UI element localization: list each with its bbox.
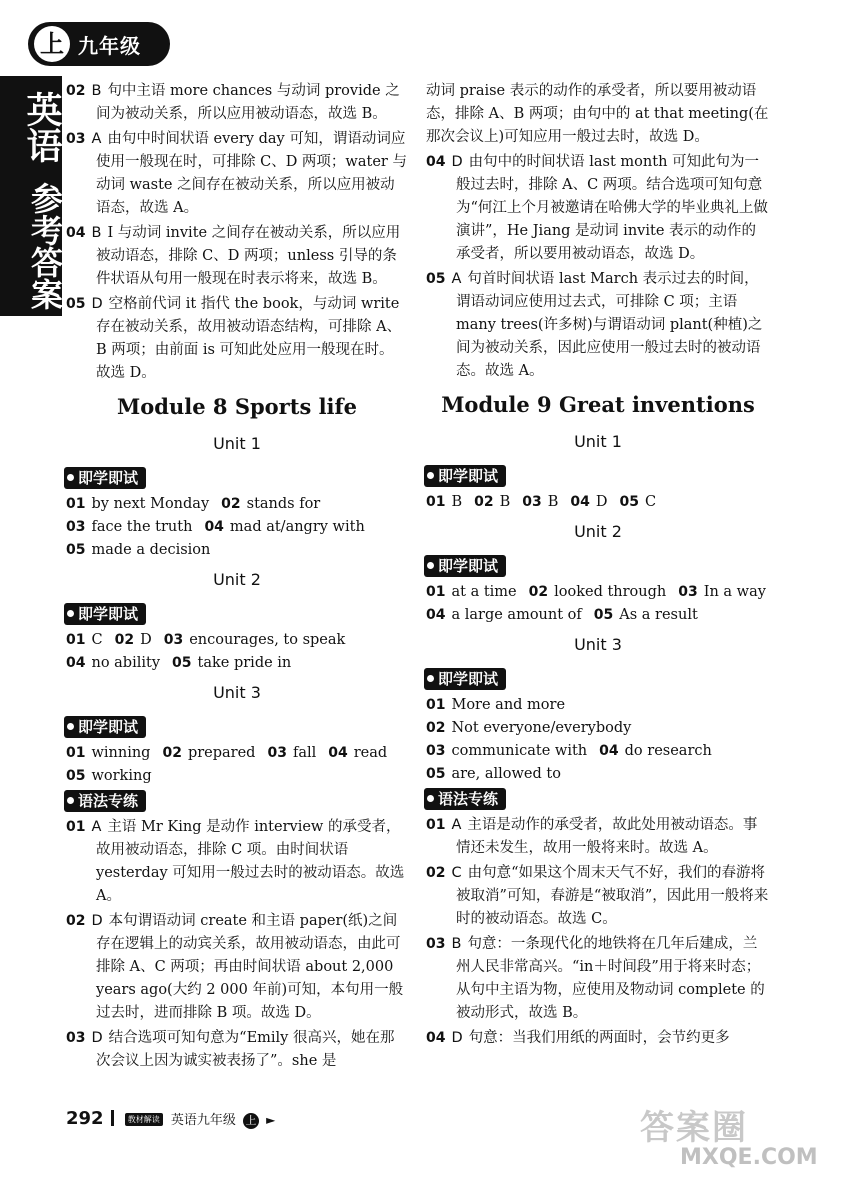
answer-item	[426, 933, 770, 1025]
item-number: 05	[66, 542, 86, 558]
answer-item	[66, 816, 408, 908]
item-explanation: I 与动词 invite 之间存在被动关系，所以应用被动语态，排除 C、D 两项；unless 引导的条件状语从句用一般现在时表示将来，故选 B。	[96, 225, 401, 287]
answer-item	[426, 814, 770, 860]
answer-row	[66, 539, 408, 562]
page-footer	[66, 1108, 275, 1138]
practice-badge: 即学即试	[64, 716, 146, 738]
unit-heading: Unit 1	[574, 432, 622, 451]
item-answer: communicate with	[451, 743, 588, 759]
answer-item	[66, 910, 408, 1025]
item-answer: winning	[91, 745, 151, 761]
answer-row	[66, 629, 408, 652]
item-number: 03	[678, 584, 698, 600]
item-answer: read	[353, 745, 388, 761]
item-number: 03	[66, 1030, 86, 1046]
item-explanation: 句意：一条现代化的地铁将在几年后建成，兰州人民非常高兴。“in＋时间段”用于将来时态；从句中主语为物，应使用及物动词 complete 的被动形式，故选 B。	[456, 936, 765, 1021]
grade-label: 九年级	[78, 34, 141, 58]
grammar-badge: 语法专练	[424, 788, 506, 810]
item-answer: do research	[624, 743, 712, 759]
answer-row	[426, 491, 770, 514]
item-number: 04	[204, 519, 224, 535]
item-answer: C	[451, 865, 462, 881]
page-header	[0, 0, 842, 80]
item-number: 02	[66, 83, 86, 99]
item-explanation: 结合选项可知句意为“Emily 很高兴，她在那次会议上因为诚实被表扬了”。she 是	[96, 1030, 395, 1069]
book-title: 英语九年级	[170, 1113, 236, 1128]
item-explanation: 主语 Mr King 是动作 interview 的承受者，故用被动语态，排除 C 项。由时间状语 yesterday 可知用一般过去时的被动语态。故选 A。	[96, 819, 405, 904]
answer-item	[66, 1027, 408, 1073]
item-answer: D	[451, 1030, 463, 1046]
answer-row	[66, 493, 408, 516]
practice-badge: 即学即试	[64, 467, 146, 489]
item-answer: In a way	[703, 584, 766, 600]
item-answer: mad at/angry with	[229, 519, 365, 535]
item-number: 02	[528, 584, 549, 600]
item-number: 05	[593, 607, 614, 623]
unit-heading: Unit 1	[213, 434, 261, 453]
answer-row	[426, 740, 770, 763]
item-answer: B	[451, 494, 463, 510]
item-number: 05	[619, 494, 640, 510]
item-answer: C	[645, 494, 657, 510]
item-number: 01	[426, 584, 446, 600]
item-answer: A	[91, 131, 102, 147]
item-number: 05	[426, 766, 446, 782]
unit-answers	[66, 629, 408, 675]
item-number: 01	[66, 745, 86, 761]
divider	[111, 1110, 114, 1126]
item-number: 04	[66, 225, 86, 241]
item-number: 05	[172, 655, 192, 671]
answer-item	[426, 1027, 770, 1050]
practice-badge: 即学即试	[424, 668, 506, 690]
item-number: 04	[426, 607, 446, 623]
item-explanation: 由句中的时间状语 last month 可知此句为一般过去时，排除 A、C 两项。结合选项可知句意为“何江上个月被邀请在哈佛大学的毕业典礼上做演讲”，He Jiang 是动词 invite 表示的动作的承受者，所以要用被动语态，故选 D。	[456, 154, 768, 262]
right-column	[426, 80, 770, 1052]
item-answer: B	[451, 936, 462, 952]
item-explanation: 空格前代词 it 指代 the book，与动词 write 存在被动关系，故用被动语态结构，可排除 A、B 两项；由前面 is 可知此处应用一般现在时。故选 D。	[96, 296, 402, 381]
item-number: 03	[522, 494, 542, 510]
item-number: 02	[474, 494, 494, 510]
page-number: 292	[66, 1108, 104, 1129]
item-number: 02	[426, 865, 446, 881]
item-answer: B	[91, 83, 102, 99]
answer-row	[426, 763, 770, 786]
item-number: 03	[426, 743, 446, 759]
item-answer: D	[451, 154, 463, 170]
item-answer: at a time	[451, 584, 517, 600]
item-number: 01	[66, 496, 86, 512]
item-number: 03	[163, 632, 184, 648]
module-title: Module 9 Great inventions	[441, 392, 755, 417]
answer-item	[426, 862, 770, 931]
answer-item	[66, 293, 408, 385]
unit-answers	[66, 742, 408, 788]
volume-badge: 上	[34, 26, 70, 62]
item-explanation: 由句意“如果这个周末天气不好，我们的春游将被取消”可知，春游是“被取消”，因此用一般将来时的被动语态。故选 C。	[456, 865, 769, 927]
item-number: 02	[162, 745, 182, 761]
volume-tab	[28, 22, 170, 66]
grammar-list	[66, 816, 408, 1073]
unit-answers	[66, 493, 408, 562]
item-answer: encourages, to speak	[189, 632, 346, 648]
item-number: 04	[426, 154, 446, 170]
item-number: 03	[267, 745, 287, 761]
item-answer: D	[140, 632, 152, 648]
item-answer: take pride in	[197, 655, 292, 671]
item-answer: stands for	[246, 496, 321, 512]
item-number: 04	[599, 743, 619, 759]
practice-badge: 即学即试	[424, 555, 506, 577]
item-answer: As a result	[619, 607, 698, 623]
watermark	[640, 1100, 830, 1190]
answer-item	[66, 80, 408, 126]
practice-badge: 即学即试	[424, 465, 506, 487]
item-explanation: 主语是动作的承受者，故此处用被动语态。事情还未发生，故用一般将来时。故选 A。	[456, 817, 758, 856]
practice-badge: 即学即试	[64, 603, 146, 625]
book-logo: 教材解读	[125, 1113, 163, 1126]
unit-answers	[426, 694, 770, 786]
continued-text: 动词 praise 表示的动作的承受者，所以要用被动语态，排除 A、B 两项；由句中的 at that meeting(在那次会议上)可知应用一般过去时，故选 D。	[426, 83, 769, 145]
answer-row	[426, 694, 770, 717]
module-title: Module 8 Sports life	[117, 394, 357, 419]
subject-label: 英语	[21, 91, 62, 163]
answer-row	[66, 742, 408, 765]
item-number: 03	[66, 131, 86, 147]
unit-heading: Unit 2	[574, 522, 622, 541]
item-number: 03	[66, 519, 86, 535]
item-number: 02	[66, 913, 86, 929]
grammar-continued-list	[66, 80, 408, 385]
item-number: 05	[426, 271, 446, 287]
answer-item	[426, 268, 770, 383]
item-answer: B	[91, 225, 102, 241]
item-answer: More and more	[451, 697, 566, 713]
unit-heading: Unit 3	[574, 635, 622, 654]
item-answer: by next Monday	[91, 496, 210, 512]
watermark-logo: 答案圈	[640, 1108, 748, 1148]
item-number: 01	[426, 494, 446, 510]
item-answer: a large amount of	[451, 607, 582, 623]
item-number: 01	[66, 632, 86, 648]
item-answer: A	[91, 819, 102, 835]
item-answer: are, allowed to	[451, 766, 561, 782]
item-answer: A	[451, 271, 462, 287]
item-number: 05	[66, 768, 86, 784]
item-number: 01	[66, 819, 86, 835]
item-answer: D	[595, 494, 608, 510]
item-answer: no ability	[91, 655, 161, 671]
watermark-url: MXQE.COM	[680, 1145, 818, 1170]
answer-row	[426, 604, 770, 627]
item-answer: D	[91, 296, 103, 312]
volume-mark: 上	[243, 1113, 259, 1129]
answer-row	[66, 765, 408, 788]
item-answer: prepared	[187, 745, 256, 761]
item-answer: B	[499, 494, 511, 510]
unit-heading: Unit 3	[213, 683, 261, 702]
item-answer: working	[91, 768, 152, 784]
item-number: 04	[570, 494, 590, 510]
arrow-right-icon: ►	[266, 1113, 276, 1127]
item-answer: looked through	[554, 584, 667, 600]
answer-row	[66, 516, 408, 539]
item-answer: C	[91, 632, 103, 648]
left-column	[66, 80, 408, 1075]
item-number: 04	[426, 1030, 446, 1046]
answer-row	[66, 652, 408, 675]
item-number: 01	[426, 697, 446, 713]
unit-answers	[426, 491, 770, 514]
item-answer: B	[547, 494, 559, 510]
item-answer: D	[91, 1030, 103, 1046]
answer-item	[426, 151, 770, 266]
side-tab	[0, 76, 62, 316]
item-number: 03	[426, 936, 446, 952]
item-number: 02	[221, 496, 241, 512]
item-answer: fall	[292, 745, 317, 761]
grammar-continued-list	[426, 151, 770, 383]
item-answer: D	[91, 913, 103, 929]
grammar-list	[426, 814, 770, 1050]
grammar-badge: 语法专练	[64, 790, 146, 812]
item-answer: made a decision	[91, 542, 211, 558]
unit-heading: Unit 2	[213, 570, 261, 589]
item-explanation: 本句谓语动词 create 和主语 paper(纸)之间存在逻辑上的动宾关系，故用被动语态，由此可排除 A、C 两项；再由时间状语 about 2,000 years ago(大约 2 000 年前)可知，本句用一般过去时，进而排除 B 项。故选 D。	[96, 913, 404, 1021]
item-answer: face the truth	[91, 519, 193, 535]
item-number: 05	[66, 296, 86, 312]
item-number: 02	[114, 632, 135, 648]
item-number: 02	[426, 720, 446, 736]
item-number: 01	[426, 817, 446, 833]
item-answer: A	[451, 817, 462, 833]
answer-item	[66, 222, 408, 291]
item-explanation: 句中主语 more chances 与动词 provide 之间为被动关系，所以应用被动语态，故选 B。	[96, 83, 400, 122]
item-number: 04	[66, 655, 86, 671]
answers-label: 参考答案	[26, 182, 64, 310]
item-explanation: 句首时间状语 last March 表示过去的时间，谓语动词应使用过去式，可排除 C 项；主语 many trees(许多树)与谓语动词 plant(种植)之间为被动关系，因此应使用一般过去时的被动语态。故选 A。	[456, 271, 763, 379]
item-explanation: 句意：当我们用纸的两面时，会节约更多	[468, 1030, 730, 1046]
answer-item	[66, 128, 408, 220]
unit-answers	[426, 581, 770, 627]
item-answer: Not everyone/everybody	[451, 720, 632, 736]
item-explanation: 由句中时间状语 every day 可知，谓语动词应使用一般现在时，可排除 C、D 两项；water 与动词 waste 之间存在被动关系，所以应用被动语态，故选 A。	[96, 131, 407, 216]
answer-row	[426, 717, 770, 740]
answer-row	[426, 581, 770, 604]
item-number: 04	[328, 745, 348, 761]
